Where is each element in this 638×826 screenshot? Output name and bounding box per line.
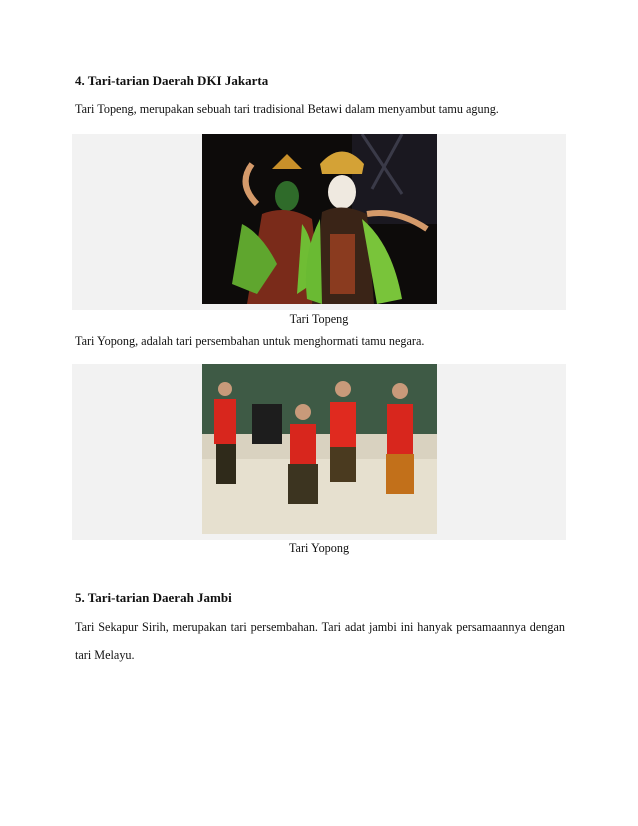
- section-heading-jambi: 5. Tari-tarian Daerah Jambi: [75, 590, 232, 605]
- paragraph-tari-sekapur-sirih: Tari Sekapur Sirih, merupakan tari persembahan. Tari adat jambi ini hanyak persamaannya dengan tari Melayu.: [75, 620, 565, 662]
- caption-tari-yopong: Tari Yopong: [288, 541, 350, 555]
- section-heading-dki-jakarta: 4. Tari-tarian Daerah DKI Jakarta: [75, 73, 269, 88]
- paragraph-tari-yopong: Tari Yopong, adalah tari persembahan untuk menghormati tamu negara.: [75, 334, 425, 348]
- tari-topeng-photo: [202, 134, 437, 304]
- tari-yopong-photo: [202, 364, 437, 534]
- paragraph-tari-topeng: Tari Topeng, merupakan sebuah tari tradisional Betawi dalam menyambut tamu agung.: [75, 102, 499, 116]
- caption-tari-topeng: Tari Topeng: [289, 312, 349, 326]
